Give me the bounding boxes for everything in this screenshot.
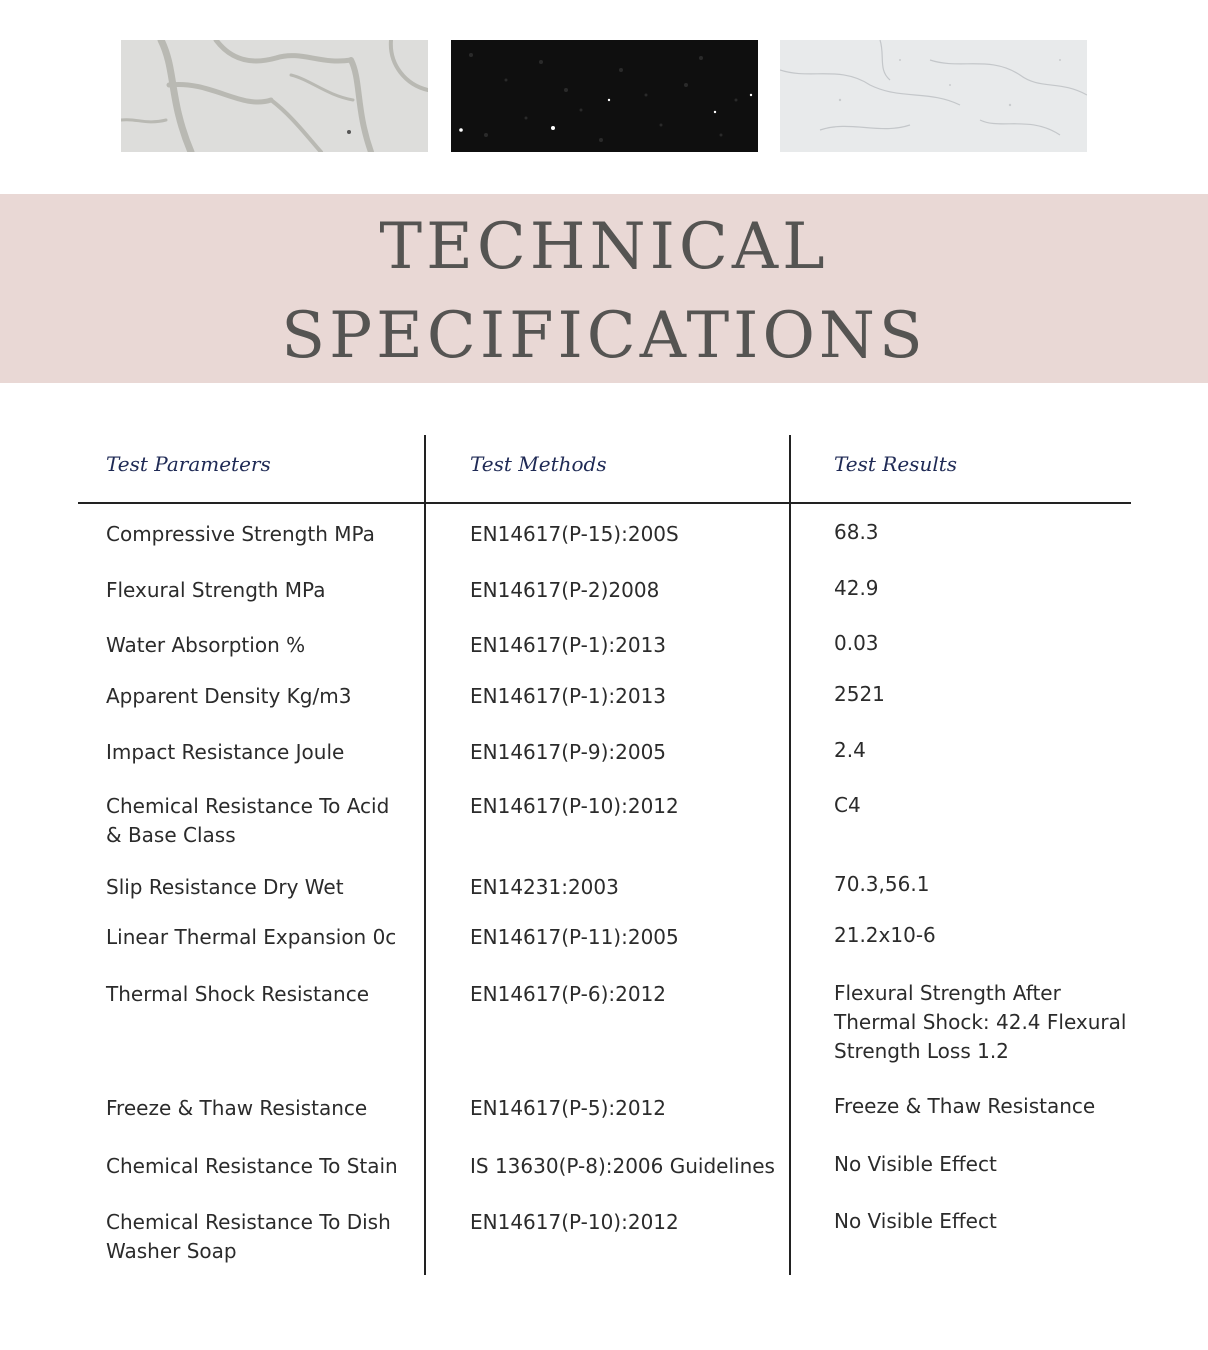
method-cell: EN14231:2003 <box>470 875 619 899</box>
method-cell: EN14617(P-1):2013 <box>470 633 667 657</box>
table-column-divider <box>424 435 426 1275</box>
result-cell: 68.3 <box>834 520 879 544</box>
parameter-cell: Flexural Strength MPa <box>106 578 326 602</box>
parameter-cell: Impact Resistance Joule <box>106 740 345 764</box>
parameter-cell: Freeze & Thaw Resistance <box>106 1096 368 1120</box>
method-cell: EN14617(P-11):2005 <box>470 925 679 949</box>
header-test-parameters: Test Parameters <box>106 452 271 476</box>
header-test-methods: Test Methods <box>470 452 607 476</box>
title-banner <box>0 194 1208 383</box>
parameter-cell: Chemical Resistance To Acid & Base Class <box>106 794 390 847</box>
grey-veined-quartz-swatch <box>780 40 1087 152</box>
white-marble-swatch <box>121 40 428 152</box>
method-cell: EN14617(P-6):2012 <box>470 982 667 1006</box>
method-cell: EN14617(P-10):2012 <box>470 794 679 818</box>
result-cell: Freeze & Thaw Resistance <box>834 1094 1096 1118</box>
method-cell: EN14617(P-9):2005 <box>470 740 667 764</box>
parameter-cell: Apparent Density Kg/m3 <box>106 684 352 708</box>
result-cell: 0.03 <box>834 631 879 655</box>
method-cell: EN14617(P-15):200S <box>470 522 679 546</box>
result-cell: 70.3,56.1 <box>834 872 930 896</box>
method-cell: EN14617(P-10):2012 <box>470 1210 679 1234</box>
parameter-cell: Slip Resistance Dry Wet <box>106 875 344 899</box>
parameter-cell: Water Absorption % <box>106 633 306 657</box>
method-cell: EN14617(P-1):2013 <box>470 684 667 708</box>
method-cell: EN14617(P-2)2008 <box>470 578 660 602</box>
result-cell: 21.2x10-6 <box>834 923 936 947</box>
result-cell: No Visible Effect <box>834 1152 997 1176</box>
header-test-results: Test Results <box>834 452 958 476</box>
result-cell: 2521 <box>834 682 885 706</box>
page-title-line-2: SPECIFICATIONS <box>281 299 927 373</box>
result-cell: No Visible Effect <box>834 1209 997 1233</box>
parameter-cell: Thermal Shock Resistance <box>106 982 370 1006</box>
method-cell: EN14617(P-5):2012 <box>470 1096 667 1120</box>
table-header-rule <box>78 502 1131 504</box>
black-quartz-swatch <box>451 40 758 152</box>
page-title-line-1: TECHNICAL <box>379 210 829 284</box>
result-cell: C4 <box>834 793 861 817</box>
parameter-cell: Compressive Strength MPa <box>106 522 375 546</box>
table-column-divider <box>789 435 791 1275</box>
result-cell: 2.4 <box>834 738 866 762</box>
result-cell: Flexural Strength After Thermal Shock: 42.4 Flexural Strength Loss 1.2 <box>834 981 1127 1063</box>
result-cell: 42.9 <box>834 576 879 600</box>
parameter-cell: Chemical Resistance To Dish Washer Soap <box>106 1210 391 1263</box>
method-cell: IS 13630(P-8):2006 Guidelines <box>470 1154 775 1178</box>
parameter-cell: Linear Thermal Expansion 0c <box>106 925 397 949</box>
parameter-cell: Chemical Resistance To Stain <box>106 1154 398 1178</box>
